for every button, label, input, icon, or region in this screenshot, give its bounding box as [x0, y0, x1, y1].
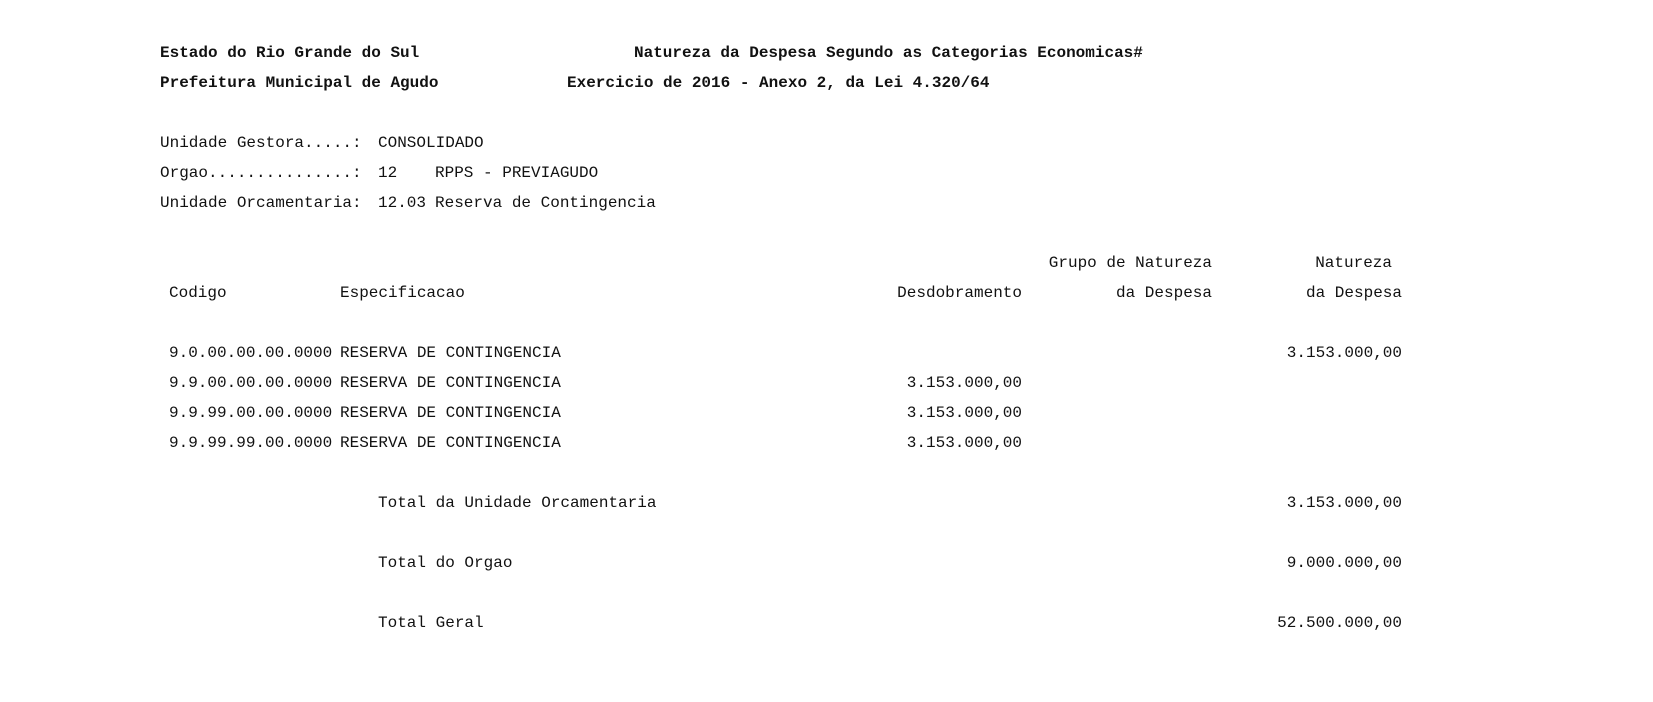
row-desdobramento: 3.153.000,00 [906, 434, 1022, 452]
row-especificacao: RESERVA DE CONTINGENCIA [340, 434, 561, 452]
state-name: Estado do Rio Grande do Sul [160, 44, 420, 62]
row-especificacao: RESERVA DE CONTINGENCIA [340, 344, 561, 362]
unidade-orcamentaria-name: Reserva de Contingencia [435, 194, 656, 212]
column-header-natureza-line2: da Despesa [1305, 284, 1402, 302]
total-unidade-value: 3.153.000,00 [1286, 494, 1402, 512]
municipality-name: Prefeitura Municipal de Agudo [160, 74, 439, 92]
total-geral-value: 52.500.000,00 [1277, 614, 1402, 632]
row-especificacao: RESERVA DE CONTINGENCIA [340, 374, 561, 392]
row-natureza: 3.153.000,00 [1286, 344, 1402, 362]
row-especificacao: RESERVA DE CONTINGENCIA [340, 404, 561, 422]
column-header-natureza-line1: Natureza [1315, 254, 1392, 272]
column-header-codigo: Codigo [169, 284, 227, 302]
unidade-gestora-value: CONSOLIDADO [378, 134, 484, 152]
column-header-grupo-line1: Grupo de Natureza [1048, 254, 1212, 272]
orgao-label: Orgao...............: [160, 164, 362, 182]
total-geral-label: Total Geral [378, 614, 484, 632]
orgao-name: RPPS - PREVIAGUDO [435, 164, 599, 182]
orgao-code: 12 [378, 164, 398, 182]
total-orgao-label: Total do Orgao [378, 554, 513, 572]
row-desdobramento: 3.153.000,00 [906, 404, 1022, 422]
unidade-orcamentaria-code: 12.03 [378, 194, 427, 212]
report-subtitle: Exercicio de 2016 - Anexo 2, da Lei 4.320/64 [567, 74, 990, 92]
total-unidade-label: Total da Unidade Orcamentaria [378, 494, 657, 512]
column-header-desdobramento: Desdobramento [897, 284, 1022, 302]
row-desdobramento: 3.153.000,00 [906, 374, 1022, 392]
column-header-especificacao: Especificacao [340, 284, 465, 302]
unidade-gestora-label: Unidade Gestora.....: [160, 134, 362, 152]
total-orgao-value: 9.000.000,00 [1286, 554, 1402, 572]
row-codigo: 9.9.99.99.00.0000 [169, 434, 333, 452]
row-codigo: 9.0.00.00.00.0000 [169, 344, 333, 362]
row-codigo: 9.9.99.00.00.0000 [169, 404, 333, 422]
column-header-grupo-line2: da Despesa [1115, 284, 1212, 302]
report-title: Natureza da Despesa Segundo as Categorias Economicas# [634, 44, 1143, 62]
unidade-orcamentaria-label: Unidade Orcamentaria: [160, 194, 362, 212]
row-codigo: 9.9.00.00.00.0000 [169, 374, 333, 392]
